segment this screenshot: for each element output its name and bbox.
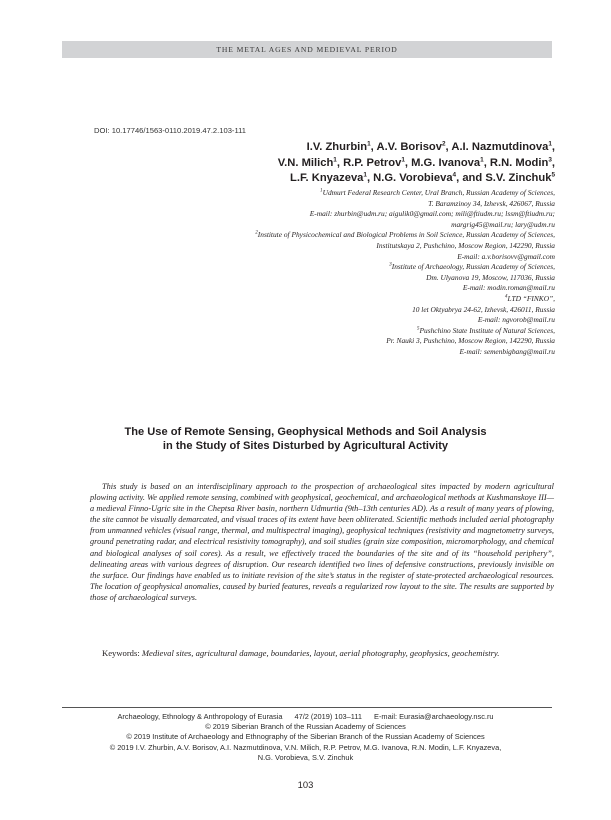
journal-email: E-mail: Eurasia@archaeology.nsc.ru <box>374 712 494 721</box>
author-line-3: L.F. Knyazeva$^1$, N.G. Vorobieva$^4$, and S.V. Zinchuk$^5$ <box>290 171 555 185</box>
author-name: S.V. Zinchuk <box>485 172 552 185</box>
affiliation-4-line: $^4$LTD “FINKO”, <box>504 293 555 303</box>
affiliation-3-address: Dm. Ulyanova 19, Moscow, 117036, Russia <box>426 272 555 282</box>
author-affil-sup: 4 <box>452 171 457 179</box>
page-number: 103 <box>297 779 314 790</box>
article-title-line-1: The Use of Remote Sensing, Geophysical Methods and Soil Analysis <box>124 426 487 438</box>
author-affil-sup: 1 <box>333 155 337 163</box>
copyright-3: © 2019 I.V. Zhurbin, A.V. Borisov, A.I. Nazmutdinova, V.N. Milich, R.P. Petrov, M.G. Ivanova, R.N. Modin, L.F. Knyazeva, <box>109 742 502 752</box>
affiliation-5-line: $^5$Pushchino State Institute of Natural Sciences, <box>416 325 555 335</box>
copyright-2: © 2019 Institute of Archaeology and Ethnography of the Siberian Branch of the Russian Academy of Sciences <box>126 732 485 742</box>
author-name: R.P. Petrov <box>343 156 402 169</box>
affiliations-block <box>95 188 555 358</box>
author-name: A.V. Borisov <box>376 141 442 153</box>
footer-journal-line <box>50 712 561 722</box>
affiliation-5-address: Pr. Nauki 3, Pushchino, Moscow Region, 142290, Russia <box>386 336 555 346</box>
author-name: L.F. Knyazeva <box>290 172 364 185</box>
author-affil-sup: 1 <box>363 171 367 179</box>
affiliation-1-email-cont: margrig45@mail.ru; lary@udm.ru <box>451 219 555 229</box>
article-title <box>40 425 571 454</box>
author-affil-sup: 2 <box>441 140 446 148</box>
abstract-text: This study is based on an interdisciplinary approach to the prospection of archaeological sites impacted by modern agricultural plowing activity. We applied remote sensing, combined with geophysical, geochemical, and archaeological methods at Kushmanskoye III—a medieval Finno-Ugric site in the Cheptsa River basin, northern Udmurtia (9th–13th centuries AD). As a result of many years of plowing, the site cannot be visually demarcated, and visual traces of its extent have been obliterated. Scientific methods included aerial photography from unmanned vehicles (visual range, thermal, and multispectral imaging), geophysical techniques (resistivity and magnetometry surveys, ground penetrating radar, and electrical resistivity tomography), and soil studies (grain size composition, micromorphology, and chemical and biological analyses of soil cores). As a result, we effectively traced the boundaries of the site and of its “household periphery”, delineating areas with various degrees of disruption. Our research identified two lines of defensive constructions, previously invisible on the surface. Our findings have enabled us to initiate revision of the site’s status in the register of state-protected archaeological resources. The location of geophysical anomalies, caused by buried features, reveals a regularized row layout to the site. The results are supported by those of archaeological surveys. <box>90 482 554 602</box>
author-line-2: V.N. Milich$^1$, R.P. Petrov$^1$, M.G. Ivanova$^1$, R.N. Modin$^3$, <box>277 155 555 169</box>
copyright-1: © 2019 Siberian Branch of the Russian Academy of Sciences <box>205 722 406 732</box>
copyright-4: N.G. Vorobieva, S.V. Zinchuk <box>257 752 354 762</box>
author-line-1: I.V. Zhurbin$^1$, A.V. Borisov$^2$, A.I. Nazmutdinova$^1$, <box>306 140 555 153</box>
affiliation-5-email: E-mail: semenbigbang@mail.ru <box>459 346 555 356</box>
author-name: I.V. Zhurbin <box>306 141 368 153</box>
keywords-text: Medieval sites, agricultural damage, boundaries, layout, aerial photography, geophysics, geochemistry. <box>141 648 500 658</box>
author-affil-sup: 3 <box>548 155 552 163</box>
affiliation-2-email: E-mail: a.v.borisovv@gmail.com <box>457 251 555 261</box>
footer-block <box>50 712 561 763</box>
author-name: M.G. Ivanova <box>411 156 481 169</box>
keywords-label: Keywords: <box>102 648 140 658</box>
author-affil-sup: 1 <box>548 140 552 148</box>
affiliation-4-address: 10 let Oktyabrya 24-62, Izhevsk, 426011, Russia <box>412 304 555 314</box>
section-title: THE METAL AGES AND MEDIEVAL PERIOD <box>216 45 398 54</box>
footer-divider <box>62 707 552 708</box>
affiliation-4-email: E-mail: ngvorob@mail.ru <box>477 315 555 325</box>
author-affil-sup: 1 <box>480 155 484 163</box>
author-affil-sup: 1 <box>367 140 371 148</box>
author-name: A.I. Nazmutdinova <box>451 141 549 153</box>
section-header-band <box>62 41 552 58</box>
affiliation-2-address: Institutskaya 2, Pushchino, Moscow Region, 142290, Russia <box>376 240 555 250</box>
keywords-block <box>90 648 554 659</box>
journal-issue: 47/2 (2019) 103–111 <box>294 712 363 721</box>
journal-name: Archaeology, Ethnology & Anthropology of Eurasia <box>117 712 283 721</box>
affiliation-3-email: E-mail: modin.roman@mail.ru <box>462 283 555 293</box>
author-affil-sup: 5 <box>551 171 555 179</box>
affiliation-2-line: $^2$Institute of Physicochemical and Biological Problems in Soil Science, Russian Academy of Sciences, <box>255 229 555 240</box>
author-name: N.G. Vorobieva <box>373 172 453 185</box>
author-name: V.N. Milich <box>277 156 334 169</box>
author-affil-sup: 1 <box>401 155 405 163</box>
affiliation-1-email: E-mail: zhurbin@udm.ru; aigulik0@gmail.com; mili@ftiudm.ru; lssm@ftiudm.ru; <box>309 209 555 219</box>
author-name: R.N. Modin <box>489 156 549 169</box>
article-title-line-2: in the Study of Sites Disturbed by Agricultural Activity <box>162 440 449 453</box>
affiliation-3-line: $^3$Institute of Archaeology, Russian Academy of Sciences, <box>389 261 555 272</box>
author-list <box>155 140 555 187</box>
affiliation-1-address: T. Baramzinoy 34, Izhevsk, 426067, Russia <box>428 198 555 208</box>
affiliation-1-line: $^1$Udmurt Federal Research Center, Ural Branch, Russian Academy of Sciences, <box>320 187 555 197</box>
doi-line: DOI: 10.17746/1563-0110.2019.47.2.103-111 <box>94 126 246 135</box>
